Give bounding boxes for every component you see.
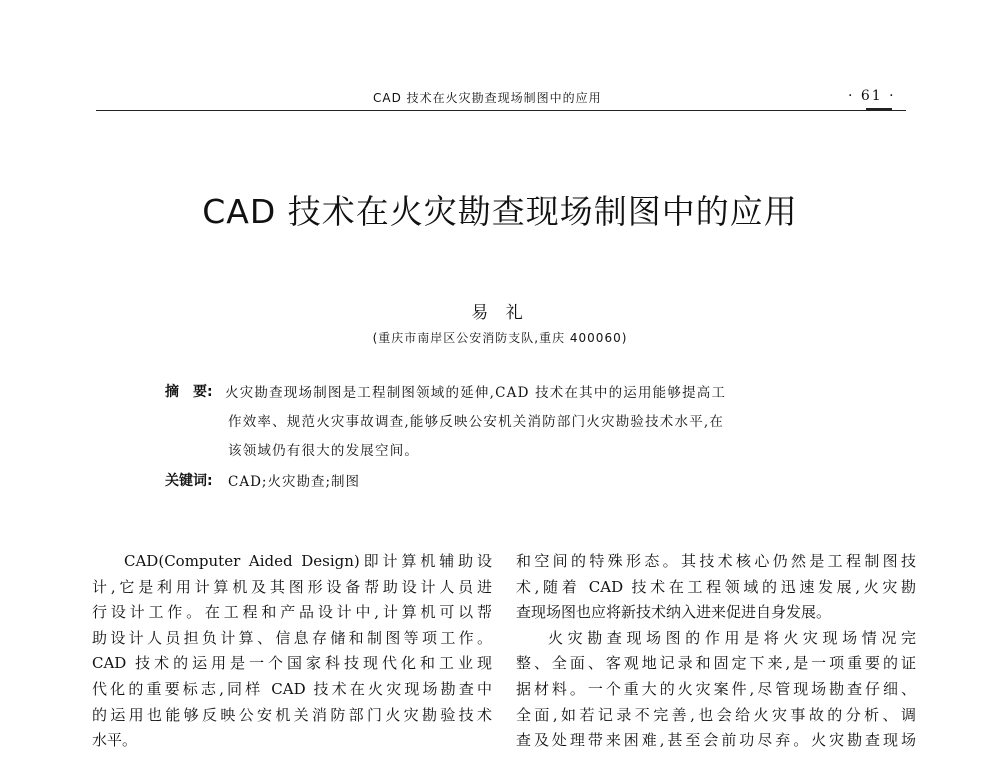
article-title: CAD 技术在火灾勘查现场制图中的应用 (202, 192, 798, 231)
abstract-line: 火灾勘查现场制图是工程制图领域的延伸,CAD 技术在其中的运用能够提高工 (225, 385, 727, 401)
body-line: CAD 技术的运用是一个国家科技现代化和工业现 (92, 654, 492, 673)
body-line: 据材料。一个重大的火灾案件,尽管现场勘查仔细、 (516, 679, 916, 698)
body-line: 火灾勘查现场图的作用是将火灾现场情况完 (548, 628, 916, 647)
abstract-line: 该领域仍有很大的发展空间。 (228, 443, 420, 459)
keywords-label: 关键词: (165, 473, 213, 489)
body-line: 整、全面、客观地记录和固定下来,是一项重要的证 (516, 654, 916, 673)
body-line: 助设计人员担负计算、信息存储和制图等项工作。 (92, 628, 492, 647)
keywords-value: CAD;火灾勘查;制图 (228, 474, 360, 490)
body-left-column (92, 549, 492, 754)
body-line: 全面,如若记录不完善,也会给火灾事故的分析、调 (516, 705, 916, 724)
body-line: 代化的重要标志,同样 CAD 技术在火灾现场勘查中 (92, 679, 492, 698)
body-line: 和空间的特殊形态。其技术核心仍然是工程制图技 (516, 552, 916, 570)
body-line: 计,它是利用计算机及其图形设备帮助设计人员进 (92, 577, 492, 596)
author-affiliation: (重庆市南岸区公安消防支队,重庆 400060) (372, 331, 628, 345)
body-line: 查及处理带来困难,甚至会前功尽弃。火灾勘查现场 (516, 731, 916, 750)
running-header-title: CAD 技术在火灾勘查现场制图中的应用 (373, 91, 602, 105)
body-line: 的运用也能够反映公安机关消防部门火灾勘验技术 (92, 705, 492, 724)
author-name: 易 礼 (471, 303, 529, 323)
header-rule-mark (866, 108, 892, 111)
body-line: 术,随着 CAD 技术在工程领域的迅速发展,火灾勘 (516, 577, 916, 596)
body-right-column (516, 549, 916, 754)
body-line: 查现场图也应将新技术纳入进来促进自身发展。 (516, 603, 832, 622)
abstract-line: 作效率、规范火灾事故调查,能够反映公安机关消防部门火灾勘验技术水平,在 (228, 414, 725, 430)
abstract-label: 摘 要: (165, 384, 213, 400)
page-number: · 61 · (848, 88, 896, 104)
header-rule (96, 110, 906, 111)
body-line: 水平。 (92, 731, 138, 750)
body-line: CAD(Computer Aided Design)即计算机辅助设 (124, 552, 492, 570)
body-line: 行设计工作。在工程和产品设计中,计算机可以帮 (92, 603, 492, 622)
